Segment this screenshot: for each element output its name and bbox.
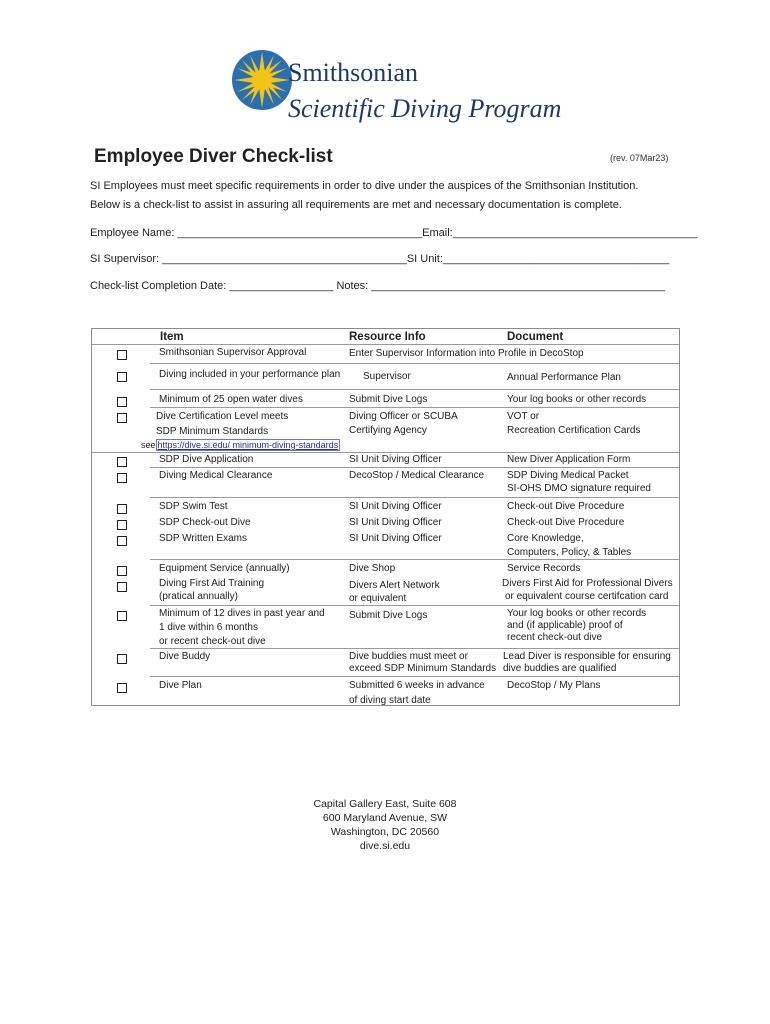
row-checkbox-written-exams[interactable] bbox=[117, 536, 127, 546]
header-divider bbox=[92, 344, 679, 345]
document-cell: Annual Performance Plan bbox=[507, 372, 621, 383]
document-cell: Your log books or other records bbox=[507, 394, 647, 405]
row-divider bbox=[150, 389, 679, 390]
resource-cell: Supervisor bbox=[363, 371, 411, 382]
resource-cell: or equivalent bbox=[349, 593, 407, 604]
standards-link[interactable]: https://dive.si.edu/ minimum-diving-standards bbox=[157, 440, 339, 450]
document-cell: and (if applicable) proof of bbox=[507, 620, 623, 631]
row-checkbox-certification-level[interactable] bbox=[117, 413, 127, 423]
row-divider bbox=[150, 559, 679, 560]
header-resource: Resource Info bbox=[349, 331, 426, 343]
resource-cell: Certifying Agency bbox=[349, 425, 427, 436]
item-cell: SDP Dive Application bbox=[159, 454, 254, 465]
employee-name-email-field[interactable]: Employee Name: ________________________________________Email:________________________________________ bbox=[90, 227, 698, 239]
row-checkbox-12-dives[interactable] bbox=[117, 611, 127, 621]
sun-logo-icon bbox=[230, 48, 294, 112]
item-cell: Diving included in your performance plan bbox=[159, 369, 341, 380]
footer-address bbox=[0, 797, 770, 853]
item-cell: SDP Written Exams bbox=[159, 533, 247, 544]
document-cell: or equivalent course certifcation card bbox=[505, 591, 669, 602]
item-cell: Equipment Service (annually) bbox=[159, 563, 290, 574]
footer-line: Capital Gallery East, Suite 608 bbox=[313, 798, 457, 810]
item-cell: Dive Buddy bbox=[159, 651, 211, 662]
row-checkbox-performance-plan[interactable] bbox=[117, 372, 127, 382]
item-cell: or recent check-out dive bbox=[159, 636, 266, 647]
resource-cell: Submit Dive Logs bbox=[349, 610, 428, 621]
row-checkbox-25-dives[interactable] bbox=[117, 397, 127, 407]
row-divider bbox=[150, 497, 679, 498]
row-checkbox-dive-buddy[interactable] bbox=[117, 654, 127, 664]
document-cell: SDP Diving Medical Packet bbox=[507, 470, 629, 481]
footer-line: 600 Maryland Avenue, SW bbox=[322, 812, 448, 824]
row-divider bbox=[150, 407, 679, 408]
page-title: Employee Diver Check-list bbox=[94, 146, 333, 167]
revision-label: (rev. 07Mar23) bbox=[610, 153, 669, 163]
resource-cell: Divers Alert Network bbox=[349, 580, 440, 591]
resource-cell: Submit Dive Logs bbox=[349, 394, 428, 405]
resource-cell: DecoStop / Medical Clearance bbox=[349, 470, 485, 481]
row-divider bbox=[150, 676, 679, 677]
resource-cell: Submitted 6 weeks in advance bbox=[349, 680, 485, 691]
item-cell: SDP Swim Test bbox=[159, 501, 228, 512]
document-cell: Divers First Aid for Professional Divers bbox=[502, 578, 673, 589]
item-cell: (pratical annually) bbox=[159, 591, 238, 602]
resource-cell: Enter Supervisor Information into Profile in DecoStop bbox=[349, 348, 584, 359]
item-cell: Dive Plan bbox=[159, 680, 202, 691]
checklist-table bbox=[91, 328, 680, 706]
header-document: Document bbox=[507, 331, 564, 343]
row-divider bbox=[150, 605, 679, 606]
document-cell: DecoStop / My Plans bbox=[507, 680, 601, 691]
document-cell: Check-out Dive Procedure bbox=[507, 517, 625, 528]
document-cell: Your log books or other records bbox=[507, 608, 647, 619]
item-cell: SDP Check-out Dive bbox=[159, 517, 251, 528]
row-checkbox-equipment-service[interactable] bbox=[117, 566, 127, 576]
document-cell: Service Records bbox=[507, 563, 581, 574]
row-divider bbox=[150, 467, 679, 468]
row-checkbox-first-aid[interactable] bbox=[117, 582, 127, 592]
row-checkbox-medical-clearance[interactable] bbox=[117, 473, 127, 483]
document-cell: recent check-out dive bbox=[507, 632, 603, 643]
row-checkbox-dive-plan[interactable] bbox=[117, 683, 127, 693]
item-cell: Dive Certification Level meets bbox=[156, 411, 289, 422]
document-cell: VOT or bbox=[507, 411, 540, 422]
resource-cell: Dive buddies must meet or bbox=[349, 651, 468, 662]
resource-cell: Dive Shop bbox=[349, 563, 396, 574]
footer-line: Washington, DC 20560 bbox=[330, 826, 440, 838]
document-cell: SI-OHS DMO signature required bbox=[507, 483, 651, 494]
logo-program: Scientific Diving Program bbox=[288, 94, 562, 123]
footer-website-link[interactable]: dive.si.edu bbox=[359, 840, 411, 852]
item-cell: 1 dive within 6 months bbox=[159, 622, 258, 633]
resource-cell: SI Unit Diving Officer bbox=[349, 454, 442, 465]
row-checkbox-swim-test[interactable] bbox=[117, 504, 127, 514]
supervisor-unit-field[interactable]: SI Supervisor: ________________________________________SI Unit:_____________________________________ bbox=[90, 253, 670, 265]
document-cell: Computers, Policy, & Tables bbox=[507, 547, 632, 558]
document-cell: dive buddies are qualified bbox=[503, 663, 617, 674]
document-cell: Lead Diver is responsible for ensuring bbox=[503, 651, 671, 662]
item-cell: Minimum of 12 dives in past year and bbox=[159, 608, 325, 619]
row-checkbox-checkout-dive[interactable] bbox=[117, 520, 127, 530]
row-checkbox-supervisor-approval[interactable] bbox=[117, 350, 127, 360]
standards-link-row bbox=[141, 438, 340, 452]
completion-notes-field[interactable]: Check-list Completion Date: _________________ Notes: ________________________________________________ bbox=[90, 280, 665, 292]
document-cell: New Diver Application Form bbox=[507, 454, 631, 465]
item-cell: Smithsonian Supervisor Approval bbox=[159, 347, 307, 358]
smithsonian-logo bbox=[230, 48, 562, 128]
standards-link-prefix: see bbox=[141, 440, 156, 450]
resource-cell: of diving start date bbox=[349, 695, 431, 706]
document-cell: Recreation Certification Cards bbox=[507, 425, 641, 436]
intro-line-1: SI Employees must meet specific requirements in order to dive under the auspices of the Smithsonian Institution. bbox=[90, 180, 639, 192]
resource-cell: SI Unit Diving Officer bbox=[349, 501, 442, 512]
resource-cell: SI Unit Diving Officer bbox=[349, 533, 442, 544]
resource-cell: Diving Officer or SCUBA bbox=[349, 411, 458, 422]
document-cell: Core Knowledge, bbox=[507, 533, 584, 544]
row-checkbox-dive-application[interactable] bbox=[117, 457, 127, 467]
resource-cell: exceed SDP Minimum Standards bbox=[349, 663, 497, 674]
item-cell: Diving First Aid Training bbox=[159, 578, 265, 589]
row-divider bbox=[150, 648, 679, 649]
header-item: Item bbox=[160, 331, 184, 343]
logo-name: Smithsonian bbox=[288, 58, 419, 87]
intro-line-2: Below is a check-list to assist in assuring all requirements are met and necessary documentation is complete. bbox=[90, 199, 622, 211]
item-cell: SDP Minimum Standards bbox=[156, 426, 269, 437]
row-divider bbox=[150, 363, 679, 364]
document-cell: Check-out Dive Procedure bbox=[507, 501, 625, 512]
resource-cell: SI Unit Diving Officer bbox=[349, 517, 442, 528]
item-cell: Minimum of 25 open water dives bbox=[159, 394, 303, 405]
item-cell: Diving Medical Clearance bbox=[159, 470, 273, 481]
